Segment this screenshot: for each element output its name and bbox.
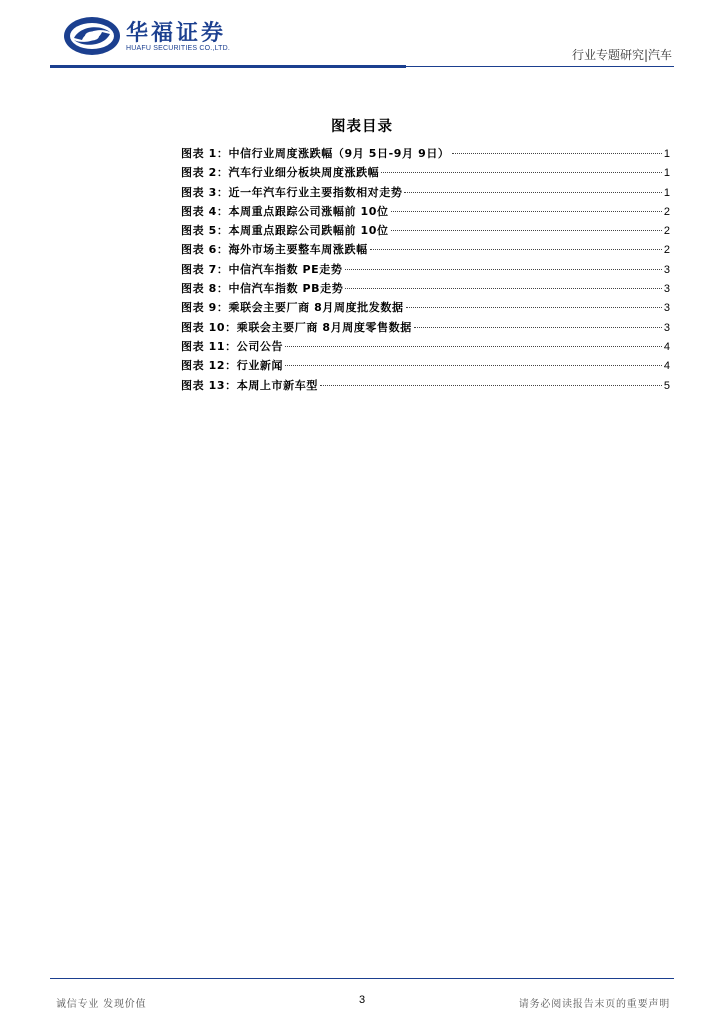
huafu-logo bbox=[62, 14, 252, 58]
toc-entry[interactable] bbox=[181, 338, 670, 357]
toc-entry-label: 图表 2：汽车行业细分板块周度涨跌幅 bbox=[181, 166, 380, 180]
toc-dot-leader bbox=[406, 307, 662, 308]
toc-dot-leader bbox=[391, 230, 662, 231]
toc-entry[interactable] bbox=[181, 184, 670, 203]
toc-entry[interactable] bbox=[181, 357, 670, 376]
toc-dot-leader bbox=[345, 288, 662, 289]
header-divider-accent bbox=[50, 65, 406, 68]
toc-dot-leader bbox=[381, 172, 662, 173]
toc-entry-page: 2 bbox=[663, 205, 670, 218]
page-number: 3 bbox=[358, 994, 366, 1006]
toc-entry-page: 3 bbox=[663, 302, 670, 315]
toc-dot-leader bbox=[285, 346, 662, 347]
toc-dot-leader bbox=[370, 249, 662, 250]
logo-chinese-text: 华福证券 bbox=[126, 20, 227, 46]
footer-disclaimer: 请务必阅读报告末页的重要声明 bbox=[518, 999, 670, 1010]
toc-dot-leader bbox=[285, 365, 662, 366]
toc-entry-page: 4 bbox=[663, 340, 670, 353]
toc-entry[interactable] bbox=[181, 222, 670, 241]
footer-slogan: 诚信专业 发现价值 bbox=[56, 999, 147, 1010]
toc-entry-label: 图表 11：公司公告 bbox=[181, 339, 284, 353]
toc-entry[interactable] bbox=[181, 261, 670, 280]
toc-entry-label: 图表 6：海外市场主要整车周涨跌幅 bbox=[181, 243, 368, 257]
toc-entry[interactable] bbox=[181, 299, 670, 318]
toc-entry-page: 1 bbox=[663, 186, 670, 199]
toc-entry-label: 图表 13：本周上市新车型 bbox=[181, 378, 318, 392]
logo-english-text: HUAFU SECURITIES CO.,LTD. bbox=[126, 45, 231, 52]
toc-entry[interactable] bbox=[181, 377, 670, 396]
figure-table-of-contents bbox=[181, 145, 670, 396]
toc-entry-page: 3 bbox=[663, 283, 670, 296]
toc-entry-label: 图表 4：本周重点跟踪公司涨幅前 10位 bbox=[181, 204, 389, 218]
toc-entry-page: 2 bbox=[663, 225, 670, 238]
toc-dot-leader bbox=[404, 192, 661, 193]
toc-entry[interactable] bbox=[181, 241, 670, 260]
toc-entry[interactable] bbox=[181, 203, 670, 222]
toc-entry-label: 图表 7：中信汽车指数 PE走势 bbox=[181, 262, 343, 276]
toc-entry-page: 3 bbox=[663, 263, 670, 276]
toc-entry[interactable] bbox=[181, 280, 670, 299]
toc-entry-label: 图表 8：中信汽车指数 PB走势 bbox=[181, 282, 344, 296]
toc-entry-page: 4 bbox=[663, 360, 670, 373]
toc-entry-label: 图表 1：中信行业周度涨跌幅（9月 5日-9月 9日） bbox=[181, 147, 450, 160]
toc-dot-leader bbox=[414, 327, 662, 328]
toc-entry-page: 1 bbox=[663, 167, 670, 180]
toc-title: 图表目录 bbox=[331, 118, 393, 135]
toc-entry-page: 1 bbox=[663, 148, 670, 160]
toc-entry-page: 3 bbox=[663, 321, 670, 334]
toc-entry[interactable] bbox=[181, 164, 670, 183]
toc-entry-label: 图表 5：本周重点跟踪公司跌幅前 10位 bbox=[181, 224, 389, 238]
toc-dot-leader bbox=[391, 211, 662, 212]
toc-entry-page: 2 bbox=[663, 244, 670, 257]
huafu-logo-icon bbox=[62, 14, 122, 58]
toc-dot-leader bbox=[345, 269, 662, 270]
report-section-label: 行业专题研究|汽车 bbox=[571, 48, 672, 62]
footer-divider bbox=[50, 978, 674, 979]
toc-dot-leader bbox=[320, 385, 662, 386]
toc-entry[interactable] bbox=[181, 145, 670, 164]
toc-entry-label: 图表 9：乘联会主要厂商 8月周度批发数据 bbox=[181, 301, 404, 315]
toc-entry-page: 5 bbox=[663, 379, 670, 392]
toc-entry-label: 图表 12：行业新闻 bbox=[181, 359, 284, 373]
toc-entry-label: 图表 3：近一年汽车行业主要指数相对走势 bbox=[181, 185, 403, 199]
toc-entry[interactable] bbox=[181, 319, 670, 338]
page-header bbox=[0, 0, 724, 70]
toc-entry-label: 图表 10：乘联会主要厂商 8月周度零售数据 bbox=[181, 320, 412, 334]
toc-dot-leader bbox=[452, 153, 662, 154]
